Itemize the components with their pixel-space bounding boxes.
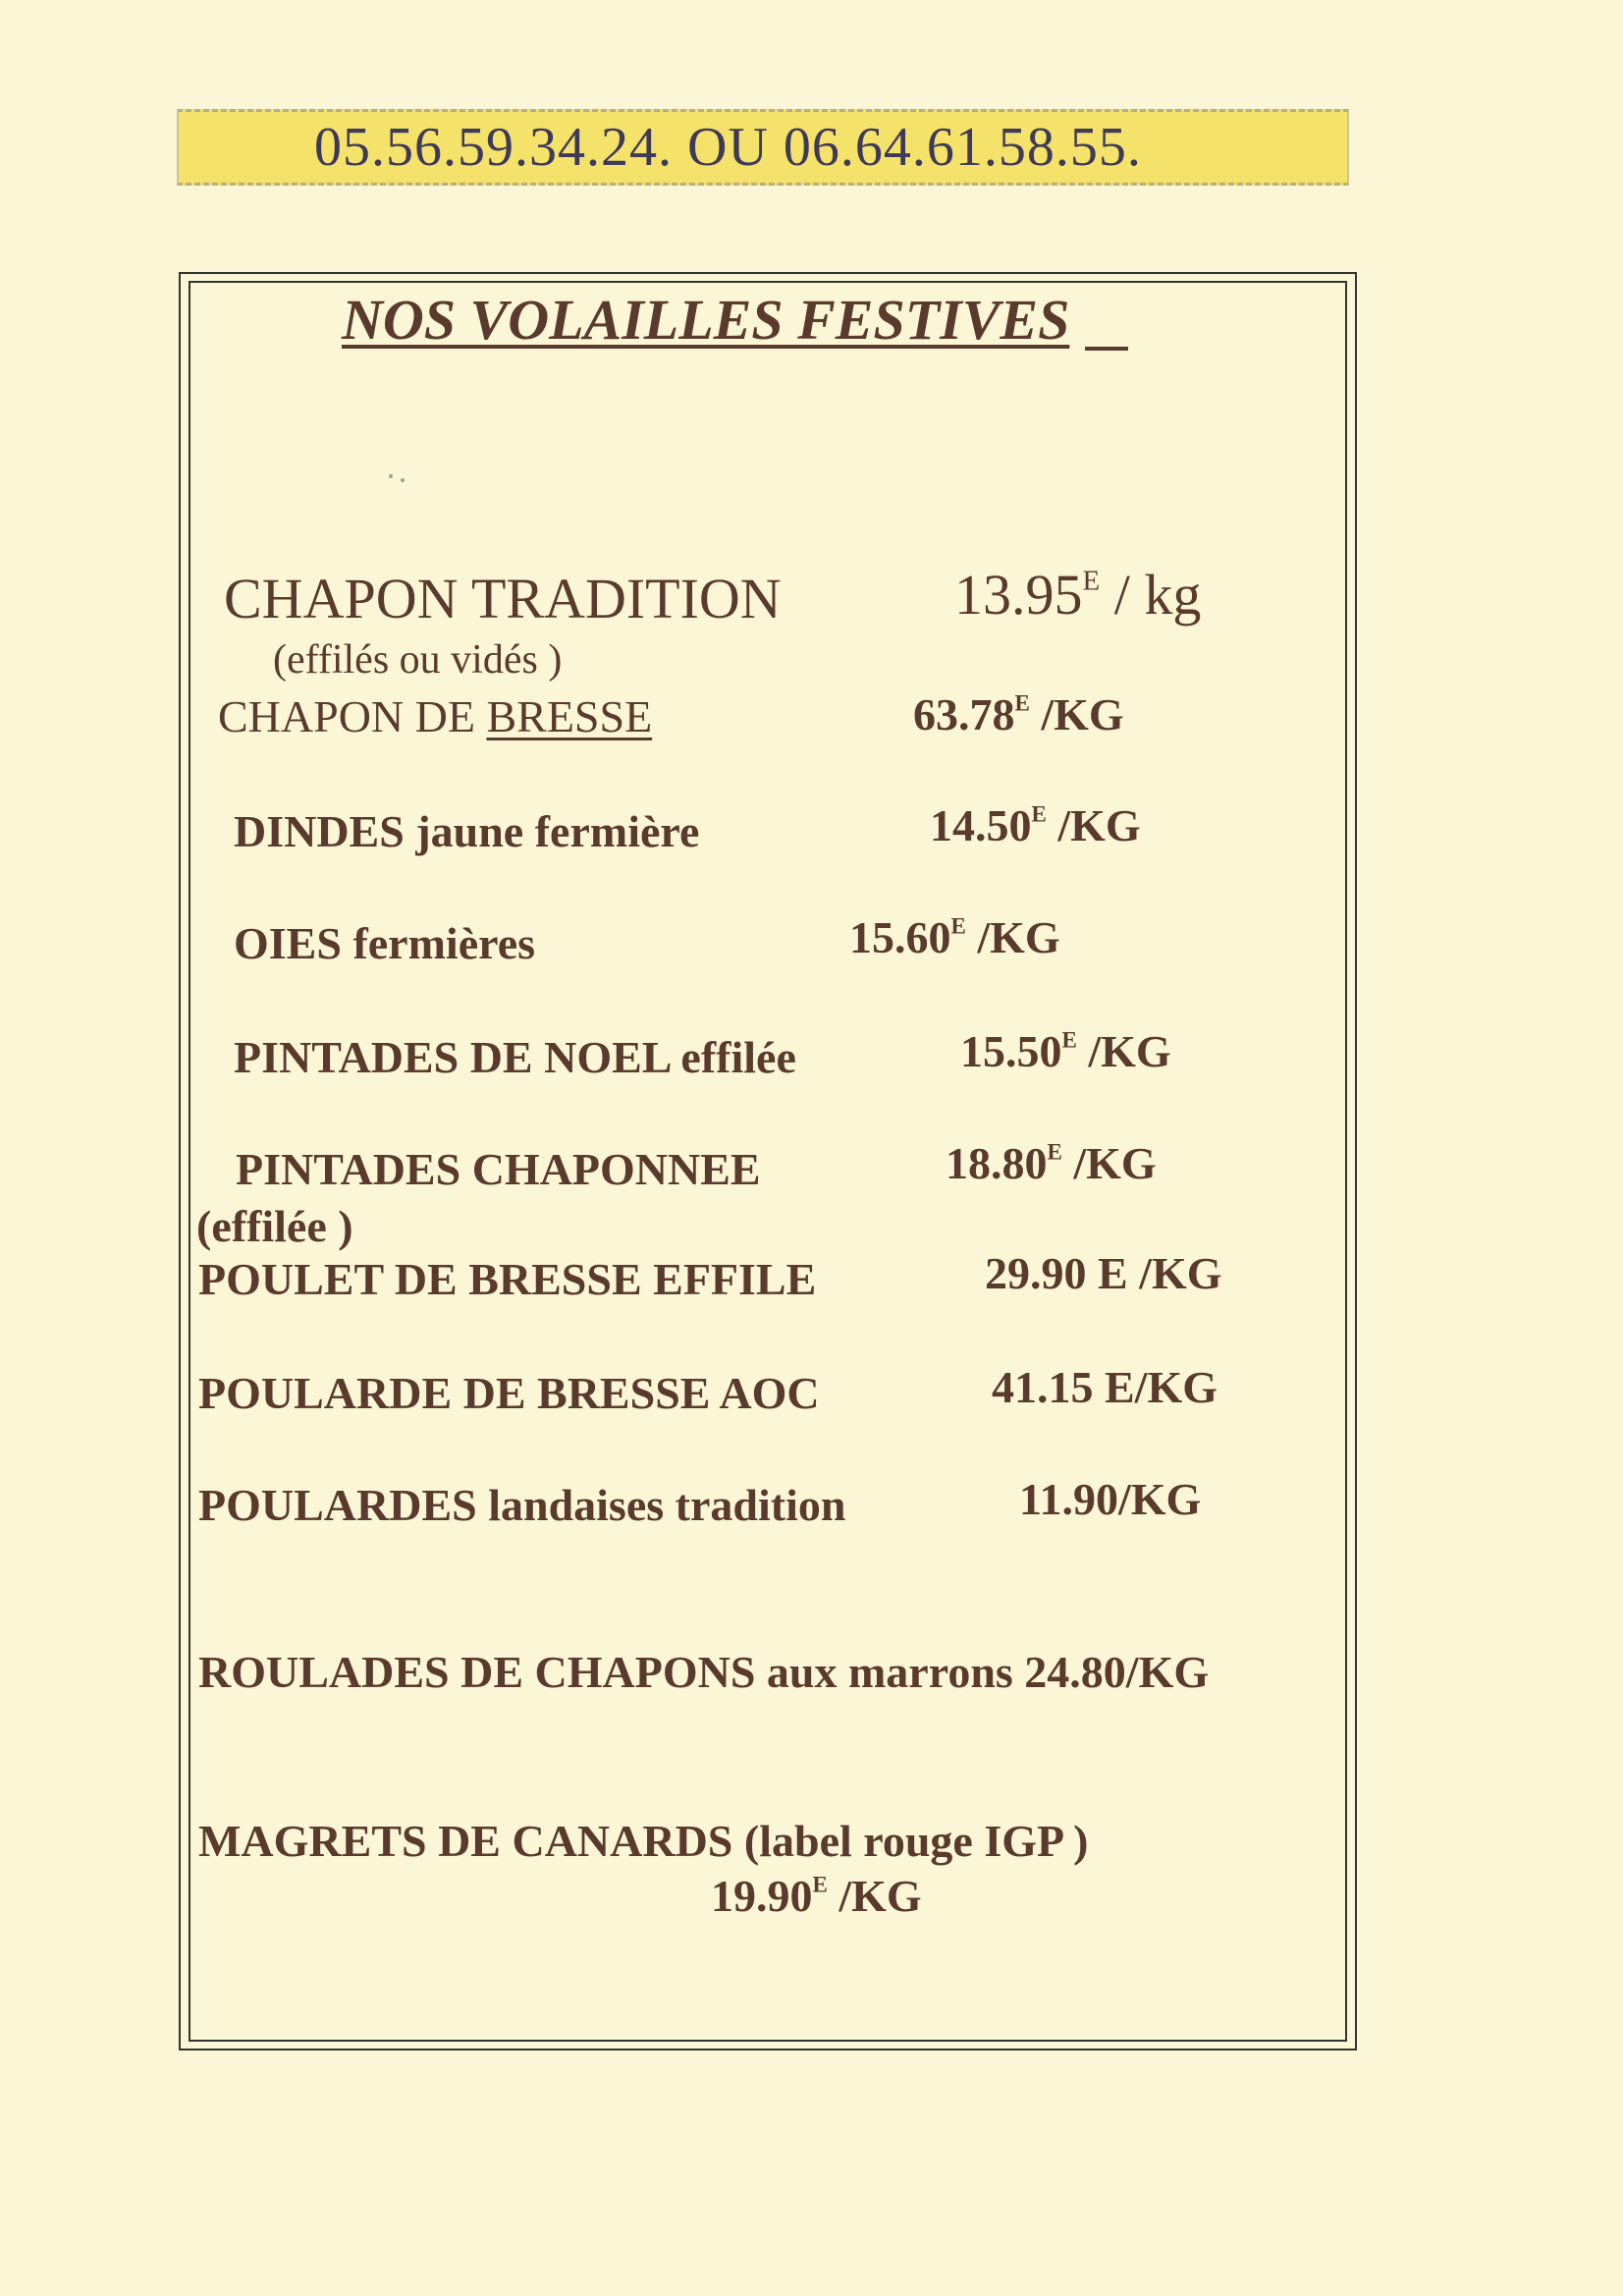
item-name-pintades-noel: PINTADES DE NOEL effilée [234,1032,796,1082]
item-price-pintades-chaponnee: $18.80^E$ /KG [946,1138,1157,1188]
item-name-chapon-tradition: CHAPON TRADITION [224,567,782,630]
item-price-pintades-noel: $15.50^E$ /KG [960,1026,1171,1076]
title-underline-extension [1085,347,1128,351]
item-note-pintades-chaponnee: (effilée ) [196,1201,353,1251]
item-note-chapon-tradition: (effilés ou vidés ) [273,637,563,683]
menu-title: NOS VOLAILLES FESTIVES [342,288,1070,352]
item-roulades-chapons: ROULADES DE CHAPONS aux marrons 24.80/KG [198,1647,1210,1697]
item-price-chapon-tradition: $13.95^E$ / kg [954,563,1202,627]
item-name-poularde-bresse: POULARDE DE BRESSE AOC [198,1368,820,1418]
item-price-magrets: $19.90^E$ /KG [711,1871,922,1921]
item-price-oies: $15.60^E$ /KG [849,912,1060,962]
item-name-poulardes-landaises: POULARDES landaises tradition [198,1480,846,1530]
speck [389,474,393,478]
item-name-poulet-bresse: POULET DE BRESSE EFFILE [198,1254,817,1304]
item-price-poulardes-landaises: 11.90/KG [1019,1474,1202,1524]
item-price-chapon-de-bresse: $63.78^E$ /KG [913,689,1124,739]
item-price-poularde-bresse: 41.15 E/KG [992,1362,1218,1412]
item-name-oies: OIES fermières [234,918,536,968]
item-price-poulet-bresse: 29.90 E /KG [985,1248,1222,1298]
item-price-dindes: $14.50^E$ /KG [930,800,1141,850]
item-name-magrets: MAGRETS DE CANARDS (label rouge IGP ) [198,1816,1089,1866]
item-name-pintades-chaponnee: PINTADES CHAPONNEE [236,1144,761,1194]
speck [401,478,405,482]
item-name-dindes: DINDES jaune fermière [234,806,700,856]
phone-numbers: 05.56.59.34.24. OU 06.64.61.58.55. [314,117,1142,178]
item-name-chapon-de-bresse: CHAPON DE BRESSE [218,691,653,741]
